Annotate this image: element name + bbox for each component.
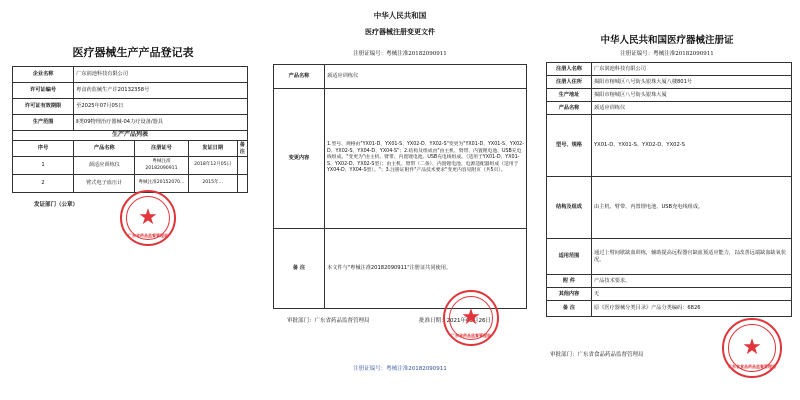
doc3-value-structure: 由主机、臂带、内置锂电池、USB充电线组成。 — [592, 177, 792, 239]
seal-star-icon: ★ — [138, 205, 158, 230]
doc1-row2-no: 2 — [13, 175, 74, 193]
doc1-label-license: 许可证编号 — [13, 83, 74, 99]
doc2-value-changes: 1.型号、规格由"YX01-D、YX01-S、YX02-D、YX02-S"变更为"YX01-D、YX01-S、YX02-D、YX02-S、YX04-D、YX04-S"；2.结构及组成由"由主机、臂带、内置锂电池、USB充电线组成。"变更为"由主机、臂带、内置锂电池、USB充电线组成。（适用于YX01-D、YX01-S、YX02-D、YX02-S型）；由主机、臂带（二条）、内置锂电池、电源适配器组成（适用于YX04-D、YX04-S型）。"；3.注册证附件"产品技术要求"变更内容见附页（共5页）。 — [325, 89, 527, 229]
doc1-value-validity: 至2025年07月05日 — [74, 99, 248, 115]
doc1-label-company: 企业名称 — [13, 67, 74, 83]
doc1-col-date: 发证日期 — [188, 141, 237, 157]
doc1-label-scope: 生产范围 — [13, 115, 74, 131]
doc3-label-remark: 备 注 — [547, 301, 592, 317]
doc1-title: 医疗器械生产产品登记表 — [72, 46, 194, 59]
doc3-value-scope: 通过上臂间歇缺血训练，辅助提高远程器官缺血预适应能力，以改善远端缺血缺氧状况。 — [592, 239, 792, 275]
doc3-value-other: 无 — [592, 288, 792, 301]
doc2-label-product: 产品名称 — [274, 65, 325, 89]
doc1-official-seal — [120, 190, 176, 246]
doc1-row2-date: 2015年... — [188, 175, 237, 193]
doc2-value-product: 颈适应训练仪 — [325, 65, 527, 89]
doc3-label-structure: 结构及组成 — [547, 177, 592, 239]
doc1-col-no: 序号 — [13, 141, 74, 157]
doc3-title: 中华人民共和国医疗器械注册证 — [600, 35, 734, 46]
doc1-label-validity: 许可证有效期限 — [13, 99, 74, 115]
doc1-value-license: 粤食药监械生产许20132358号 — [74, 83, 248, 99]
doc3-label-product: 产品名称 — [547, 102, 592, 115]
doc1-value-company: 广东润池科技有限公司 — [74, 67, 248, 83]
doc3-label-registrant: 注册人名称 — [547, 63, 592, 76]
doc1-info-table — [12, 66, 248, 193]
doc1-row1-reg: 粤械注准20182090911 — [135, 157, 188, 175]
doc3-value-attachment: 产品技术要求。 — [592, 275, 792, 288]
doc3-certificate-table — [546, 62, 792, 317]
doc3-label-address: 注册人住所 — [547, 76, 592, 89]
seal-star-icon: ★ — [742, 335, 762, 360]
doc2-seal-text: 广东省药品监督管理局 — [451, 333, 491, 338]
doc1-row2-reg: 粤械注准20152070... — [135, 175, 188, 193]
production-registration-form — [0, 0, 266, 400]
doc1-col-reg: 注册证号 — [135, 141, 188, 157]
doc3-value-address: 揭阳市榕城区八号街头银珠大厦八楼801号 — [592, 76, 792, 89]
doc2-header-line1: 中华人民共和国 — [373, 11, 427, 20]
doc1-row1-note — [237, 157, 247, 175]
doc2-change-table — [273, 64, 527, 309]
doc3-value-production: 揭阳市榕城区八号街头银珠大厦 — [592, 89, 792, 102]
doc2-official-seal — [443, 290, 499, 346]
doc2-footer-reg: 注册证编号：粤械注准20182090911 — [353, 366, 447, 372]
doc1-col-name: 产品名称 — [74, 141, 135, 157]
doc1-row1-date: 2018年12月05日 — [188, 157, 237, 175]
doc2-label-changes: 变更内容 — [274, 89, 325, 229]
doc3-value-registrant: 广东润池科技有限公司 — [592, 63, 792, 76]
doc2-approval-dept: 审批部门：广东省药品监督管理局 — [287, 318, 370, 324]
doc2-reg-no: 注册证编号：粤械注准20182090911 — [353, 51, 447, 57]
doc3-value-model: YX01-D、YX01-S、YX02-D、YX02-S — [592, 115, 792, 177]
doc1-seal-text: 广东省药品监督管理局 — [128, 233, 168, 238]
doc1-row1-no: 1 — [13, 157, 74, 175]
doc2-header-line2: 医疗器械注册变更文件 — [365, 27, 435, 36]
doc3-label-other: 其他内容 — [547, 288, 592, 301]
doc1-row1-name: 颈适应训练仪 — [74, 157, 135, 175]
registration-change-document — [267, 0, 533, 400]
doc3-label-attachment: 附 件 — [547, 275, 592, 288]
doc3-official-seal — [722, 318, 782, 378]
device-registration-certificate — [534, 0, 800, 400]
doc3-value-remark: 原《医疗器械分类目录》产品分类编码：6826 — [592, 301, 792, 317]
doc2-approval-date: 批准日期：2021年09月26日 — [419, 318, 491, 324]
doc1-list-title: 生产产品列表 — [13, 131, 248, 141]
doc3-label-production: 生产地址 — [547, 89, 592, 102]
seal-star-icon: ★ — [461, 305, 481, 330]
table-row — [13, 157, 248, 175]
doc3-reg-no: 注册证编号：粤械注准20182090911 — [620, 51, 714, 57]
doc1-stamp-label: 发证部门（公章） — [34, 202, 79, 208]
doc1-row2-note — [237, 175, 247, 193]
doc1-col-note: 备注 — [237, 141, 247, 157]
doc3-seal-text: 广东省食品药品监督管理局 — [728, 364, 776, 369]
doc1-row2-name: 臂式电子血压计 — [74, 175, 135, 193]
doc3-value-product: 颈适应训练仪 — [592, 102, 792, 115]
doc2-value-remark: 本文件与"粤械注准20182090911"注册证共同使用。 — [325, 229, 527, 309]
table-row — [13, 175, 248, 193]
doc3-label-scope: 适用范围 — [547, 239, 592, 275]
doc2-label-remark: 备 注 — [274, 229, 325, 309]
doc3-approval-dept: 审批部门：广东省食品药品监督管理局 — [550, 352, 644, 358]
doc1-value-scope: Ⅱ类09物理治疗器械-04力疗设备/器具 — [74, 115, 248, 131]
doc3-label-model: 型号、规格 — [547, 115, 592, 177]
